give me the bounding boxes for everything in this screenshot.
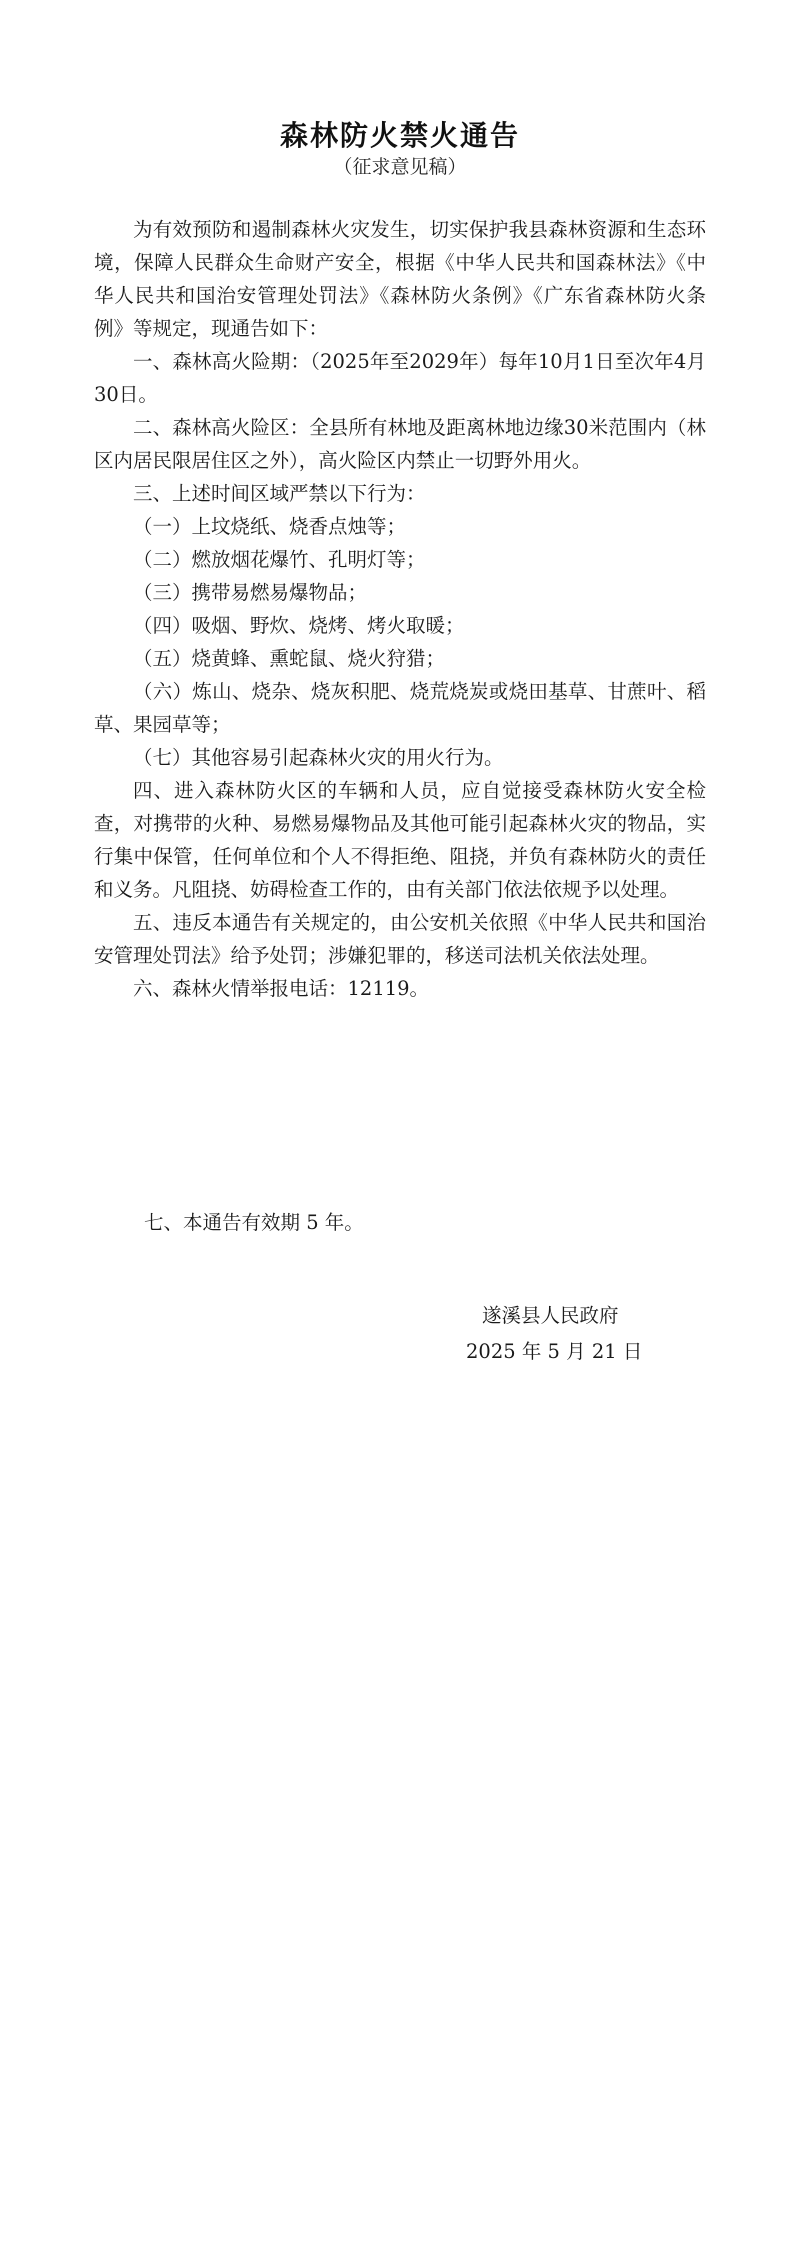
paragraph-fire-zone: 二、森林高火险区：全县所有林地及距离林地边缘30米范围内（林区内居民限居住区之外），高火险区内禁止一切野外用火。: [94, 416, 706, 472]
prohibition-item: （七）其他容易引起森林火灾的用火行为。: [133, 746, 504, 769]
prohibition-item: （六）炼山、烧杂、烧灰积肥、烧荒烧炭或烧田基草、甘蔗叶、稻草、果园草等；: [94, 680, 706, 736]
prohibition-item: （五）烧黄蜂、熏蛇鼠、烧火狩猎；: [133, 647, 446, 670]
paragraph-prohibitions-intro: 三、上述时间区域严禁以下行为：: [133, 482, 426, 505]
document-body: [94, 213, 706, 1005]
prohibition-item: （二）燃放烟花爆竹、孔明灯等；: [133, 548, 426, 571]
paragraph-preamble: 为有效预防和遏制森林火灾发生，切实保护我县森林资源和生态环境，保障人民群众生命财产安全，根据《中华人民共和国森林法》《中华人民共和国治安管理处罚法》《森林防火条例》《广东省森林防火条例》等规定，现通告如下：: [94, 218, 706, 340]
signature-date: 2025 年 5 月 21 日: [466, 1340, 643, 1363]
prohibition-item: （一）上坟烧纸、烧香点烛等；: [133, 515, 407, 538]
prohibition-item: （三）携带易燃易爆物品；: [133, 581, 368, 604]
paragraph-hotline: 六、森林火情举报电话：12119。: [133, 977, 430, 1000]
document-subtitle: （征求意见稿）: [333, 156, 467, 178]
document-title: 森林防火禁火通告: [279, 119, 520, 152]
paragraph-inspection: 四、进入森林防火区的车辆和人员，应自觉接受森林防火安全检查，对携带的火种、易燃易爆物品及其他可能引起森林火灾的物品，实行集中保管，任何单位和个人不得拒绝、阻挠，并负有森林防火的责任和义务。凡阻挠、妨碍检查工作的，由有关部门依法依规予以处理。: [94, 779, 706, 901]
signature-block: [466, 1298, 646, 1370]
paragraph-penalty: 五、违反本通告有关规定的，由公安机关依照《中华人民共和国治安管理处罚法》给予处罚；涉嫌犯罪的，移送司法机关依法处理。: [94, 911, 706, 967]
signature-organization: 遂溪县人民政府: [482, 1304, 619, 1327]
paragraph-fire-season: 一、森林高火险期：（2025年至2029年）每年10月1日至次年4月30日。: [94, 350, 706, 406]
paragraph-validity: 七、本通告有效期 5 年。: [144, 1211, 364, 1234]
prohibition-item: （四）吸烟、野炊、烧烤、烤火取暖；: [133, 614, 465, 637]
